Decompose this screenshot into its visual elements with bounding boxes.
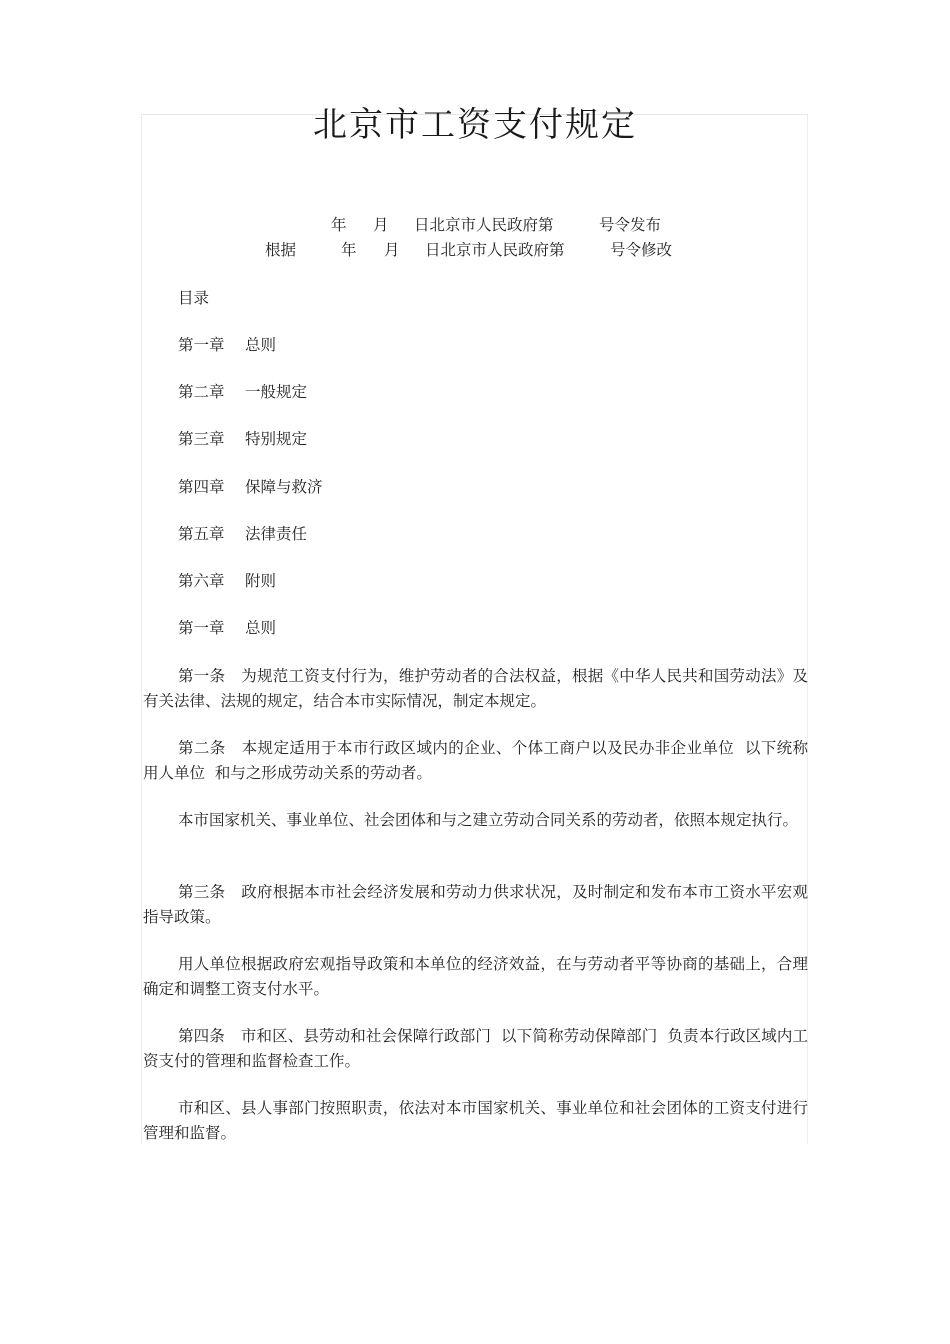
toc-chapter-number: 第四章: [178, 478, 225, 496]
article-text: 本规定适用于本市行政区域内的企业、个体工商户以及民办非企业单位 以下统称用人单位 和与之形成劳动关系的劳动者。: [143, 739, 808, 782]
article-paragraph: [143, 1096, 808, 1145]
toc-chapter-name: 附则: [245, 572, 277, 590]
toc-chapter-number: 第五章: [178, 525, 225, 543]
amendment-year: 年: [341, 241, 357, 259]
article-text: 市和区、县劳动和社会保障行政部门 以下简称劳动保障部门 负责本行政区域内工资支付的管理和监督检查工作。: [143, 1027, 808, 1070]
article-number: 第四条: [178, 1027, 225, 1045]
article-number: 第三条: [178, 883, 226, 901]
amendment-text: 日北京市人民政府第: [425, 241, 565, 259]
toc-heading: 目录: [178, 289, 210, 307]
toc-chapter-number: 第三章: [178, 430, 225, 448]
toc-item[interactable]: [178, 570, 276, 592]
article-paragraph: [143, 664, 808, 713]
article-paragraph: [143, 736, 808, 785]
amendment-month: 月: [384, 241, 400, 259]
article-paragraph: [143, 952, 808, 1001]
article-number: 第一条: [178, 667, 226, 685]
toc-item[interactable]: [178, 523, 307, 545]
amendment-order: 号令修改: [610, 241, 673, 259]
article-text: 市和区、县人事部门按照职责，依法对本市国家机关、事业单位和社会团体的工资支付进行管理和监督。: [143, 1099, 808, 1142]
toc-chapter-name: 法律责任: [245, 525, 308, 543]
chapter-name: 总则: [245, 619, 277, 637]
toc-item[interactable]: [178, 334, 276, 356]
document-title: 北京市工资支付规定: [313, 105, 637, 145]
toc-item[interactable]: [178, 381, 307, 403]
article-text: 本市国家机关、事业单位、社会团体和与之建立劳动合同关系的劳动者，依照本规定执行。: [178, 811, 799, 829]
toc-chapter-number: 第六章: [178, 572, 225, 590]
article-number: 第二条: [178, 739, 226, 757]
article-text: 为规范工资支付行为，维护劳动者的合法权益，根据《中华人民共和国劳动法》及有关法律、法规的规定，结合本市实际情况，制定本规定。: [143, 667, 808, 710]
chapter-heading: [178, 617, 276, 639]
article-paragraph: [143, 880, 808, 929]
article-paragraph: [143, 808, 808, 833]
toc-item[interactable]: [178, 428, 307, 450]
toc-chapter-name: 一般规定: [245, 383, 308, 401]
article-text: 政府根据本市社会经济发展和劳动力供求状况，及时制定和发布本市工资水平宏观指导政策。: [143, 883, 808, 926]
toc-chapter-name: 保障与救济: [245, 478, 323, 496]
toc-item[interactable]: [178, 476, 323, 498]
issuance-year: 年: [331, 216, 347, 234]
toc-chapter-name: 总则: [245, 336, 277, 354]
article-text: 用人单位根据政府宏观指导政策和本单位的经济效益，在与劳动者平等协商的基础上，合理确定和调整工资支付水平。: [143, 955, 808, 998]
issuance-order: 号令发布: [599, 216, 662, 234]
chapter-number: 第一章: [178, 619, 225, 637]
toc-chapter-number: 第二章: [178, 383, 225, 401]
toc-chapter-name: 特别规定: [245, 430, 308, 448]
issuance-text: 日北京市人民政府第: [414, 216, 554, 234]
article-paragraph: [143, 1024, 808, 1073]
toc-chapter-number: 第一章: [178, 336, 225, 354]
issuance-month: 月: [373, 216, 389, 234]
amendment-basis: 根据: [265, 241, 297, 259]
